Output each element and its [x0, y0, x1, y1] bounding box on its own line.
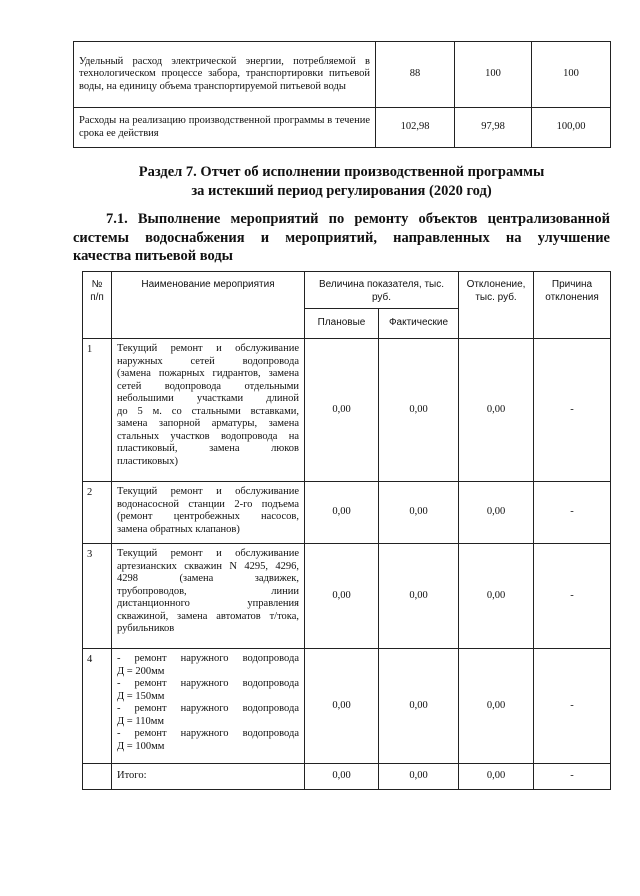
header-num: № п/п — [83, 272, 112, 339]
actual-value: 0,00 — [379, 544, 459, 649]
indicator-value: 100 — [455, 42, 532, 108]
measure-name — [112, 482, 305, 544]
indicator-description: Расходы на реализацию производственной программы в течение срока ее действия — [74, 108, 376, 148]
indicator-value: 100,00 — [532, 108, 611, 148]
subsection-title — [73, 210, 610, 266]
table-row — [83, 649, 611, 764]
table-row — [83, 339, 611, 482]
table-header-row — [83, 272, 611, 309]
measure-name — [112, 544, 305, 649]
deviation-value: 0,00 — [459, 544, 534, 649]
header-deviation: Отклонение, тыс. руб. — [459, 272, 534, 339]
measures-table — [82, 271, 611, 790]
measure-line: Д = 200мм — [117, 665, 165, 677]
measure-line: рубильников — [117, 623, 175, 634]
measure-line: небольшими участками длиной — [117, 393, 299, 404]
measure-line: - ремонт наружного водопровода — [117, 703, 299, 714]
deviation-value: 0,00 — [459, 482, 534, 544]
measure-line: дистанционного управления — [117, 598, 299, 609]
row-number — [83, 764, 112, 790]
total-label: Итого: — [112, 764, 305, 790]
total-row — [83, 764, 611, 790]
row-number: 3 — [83, 544, 112, 649]
actual-value: 0,00 — [379, 649, 459, 764]
measure-line: - ремонт наружного водопровода — [117, 728, 299, 739]
measure-line: 4298 (замена задвижек, — [117, 573, 299, 584]
table-row — [83, 544, 611, 649]
header-reason: Причина отклонения — [534, 272, 611, 339]
section-title-line: Раздел 7. Отчет об исполнении производственной программы — [138, 164, 545, 180]
planned-value: 0,00 — [305, 649, 379, 764]
measure-line: скважиной, замена автоматов т/тока, — [117, 610, 299, 622]
table-row — [74, 108, 611, 148]
measure-line: (ремонт центробежных насосов, — [117, 511, 299, 522]
header-actual: Фактические — [379, 309, 459, 339]
reason-value: - — [534, 339, 611, 482]
indicator-value: 100 — [532, 42, 611, 108]
reason-value: - — [534, 482, 611, 544]
measure-line: Текущий ремонт и обслуживание — [117, 343, 299, 354]
row-number: 1 — [83, 339, 112, 482]
planned-value: 0,00 — [305, 544, 379, 649]
indicator-value: 102,98 — [376, 108, 455, 148]
deviation-value: 0,00 — [459, 339, 534, 482]
row-number: 2 — [83, 482, 112, 544]
total-planned: 0,00 — [305, 764, 379, 790]
measure-line: замена запорной арматуры, замена — [117, 418, 299, 429]
total-reason: - — [534, 764, 611, 790]
measure-line: трубопроводов, линии — [117, 585, 299, 597]
section-title-line: за истекший период регулирования (2020 год) — [191, 183, 492, 199]
measure-name — [112, 649, 305, 764]
subsection-title-line: системы водоснабжения и мероприятий, направленных на улучшение — [73, 229, 610, 246]
planned-value: 0,00 — [305, 482, 379, 544]
measure-line: Текущий ремонт и обслуживание — [117, 548, 299, 559]
measure-line: водонасосной станции 2-го подъема — [117, 498, 299, 510]
measure-line: Д = 150мм — [117, 690, 165, 702]
measure-line: - ремонт наружного водопровода — [117, 653, 299, 664]
total-deviation: 0,00 — [459, 764, 534, 790]
measure-line: пластиковых) — [117, 455, 178, 467]
measure-line: (замена пожарных гидрантов, замена — [117, 368, 299, 379]
indicators-table — [73, 41, 611, 148]
table-row — [74, 42, 611, 108]
measure-line: до 5 м. со стальными вставками, — [117, 405, 299, 417]
row-number: 4 — [83, 649, 112, 764]
subsection-title-line: качества питьевой воды — [73, 248, 233, 264]
header-name: Наименование мероприятия — [112, 272, 305, 339]
actual-value: 0,00 — [379, 339, 459, 482]
measure-name — [112, 339, 305, 482]
total-actual: 0,00 — [379, 764, 459, 790]
planned-value: 0,00 — [305, 339, 379, 482]
actual-value: 0,00 — [379, 482, 459, 544]
indicator-value: 97,98 — [455, 108, 532, 148]
measure-line: артезианских скважин N 4295, 4296, — [117, 560, 299, 572]
indicator-value: 88 — [376, 42, 455, 108]
measure-line: Текущий ремонт и обслуживание — [117, 486, 299, 497]
reason-value: - — [534, 649, 611, 764]
section-title — [73, 163, 610, 201]
deviation-value: 0,00 — [459, 649, 534, 764]
reason-value: - — [534, 544, 611, 649]
indicator-description: Удельный расход электрической энергии, потребляемой в технологическом процессе забора, транспортировки питьевой воды, на единицу объема транспортируемой питьевой воды — [74, 42, 376, 108]
table-row — [83, 482, 611, 544]
header-value: Величина показателя, тыс. руб. — [305, 272, 459, 309]
measure-line: стальных участков водопровода на — [117, 430, 299, 442]
measure-line: замена обратных клапанов) — [117, 523, 240, 535]
header-planned: Плановые — [305, 309, 379, 339]
measure-line: пластиковый, замена люков — [117, 443, 299, 454]
measure-line: Д = 110мм — [117, 715, 164, 727]
measure-line: сетей водопровода отдельными — [117, 380, 299, 392]
measure-line: - ремонт наружного водопровода — [117, 678, 299, 689]
measure-line: Д = 100мм — [117, 740, 165, 752]
subsection-title-line: 7.1. Выполнение мероприятий по ремонту объектов централизованной — [106, 211, 610, 227]
measure-line: наружных сетей водопровода — [117, 355, 299, 367]
